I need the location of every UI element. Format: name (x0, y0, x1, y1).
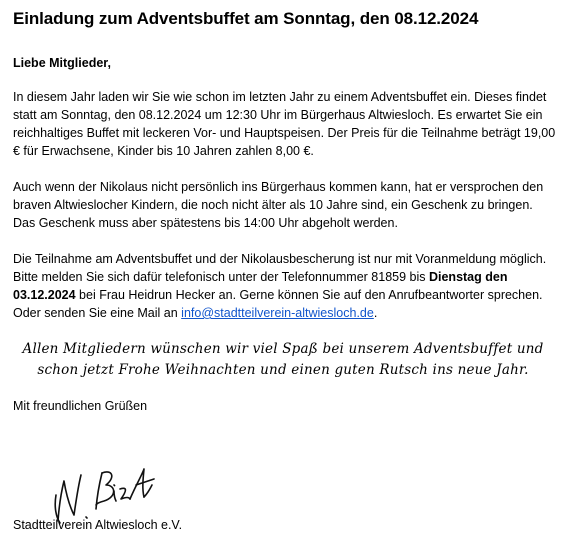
letter-document (13, 8, 558, 414)
registration-deadline: Dienstag den 03.12.2024 (13, 270, 508, 302)
registration-text-before: Die Teilnahme am Adventsbuffet und der Nikolausbescherung ist nur mit Voranmeldung möglich. Bitte melden Sie sich dafür telefonisch unter der Telefonnummer 81859 bis (13, 252, 547, 284)
wish-line-2: schon jetzt Frohe Weihnachten und einen guten Rutsch ins neue Jahr. (37, 362, 529, 378)
registration-text-after: . (373, 306, 378, 320)
holiday-wishes (13, 339, 553, 381)
registration-text-middle: bei Frau Heidrun Hecker an. Gerne können Sie auf den Anrufbeantworter sprechen. Oder senden Sie eine Mail an (13, 288, 543, 320)
greeting: Liebe Mitglieder, (13, 56, 111, 70)
paragraph-nikolaus: Auch wenn der Nikolaus nicht persönlich ins Bürgerhaus kommen kann, hat er versprochen den braven Altwieslocher Kindern, die noch nicht älter als 10 Jahre sind, ein Geschenk zu bringen. Das Geschenk muss aber spätestens bis 14:00 Uhr abgeholt werden. (13, 180, 544, 230)
closing-salutation: Mit freundlichen Grüßen (13, 399, 148, 413)
email-link[interactable]: info@stadtteilverein-altwiesloch.de (181, 306, 374, 320)
paragraph-invitation: In diesem Jahr laden wir Sie wie schon im letzten Jahr zu einem Adventsbuffet ein. Dieses findet statt am Sonntag, den 08.12.2024 um 12:30 Uhr im Bürgerhaus Altwiesloch. Es erwartet Sie ein reichhaltiges Buffet mit leckeren Vor- und Hauptspeisen. Der Preis für die Teilnahme beträgt 19,00 € für Erwachsene, Kinder bis 10 Jahren zahlen 8,00 €. (13, 90, 556, 158)
wish-line-1: Allen Mitgliedern wünschen wir viel Spaß bei unserem Adventsbuffet und (22, 341, 544, 357)
paragraph-registration (13, 250, 558, 322)
organization-name: Stadtteilverein Altwiesloch e.V. (13, 518, 183, 532)
letter-title: Einladung zum Adventsbuffet am Sonntag, den 08.12.2024 (13, 9, 479, 28)
